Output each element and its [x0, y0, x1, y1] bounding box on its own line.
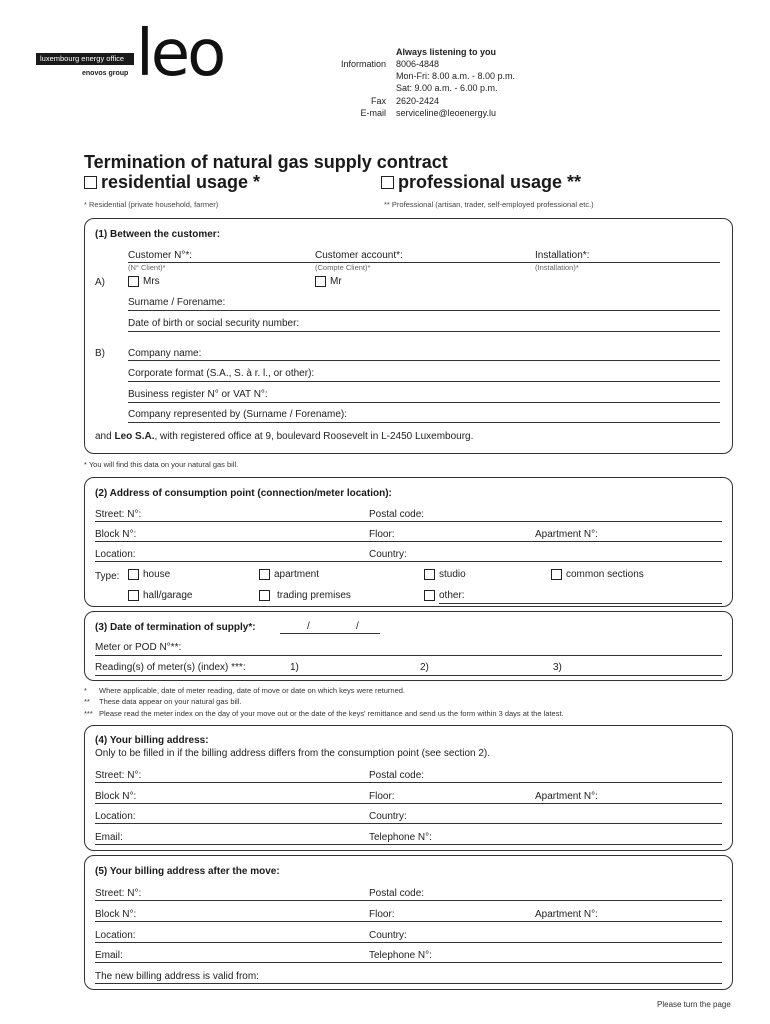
- customer-id-line[interactable]: [128, 262, 720, 263]
- surname-label: Surname / Forename:: [128, 297, 226, 308]
- other-label: other:: [439, 590, 465, 601]
- floor-label: Floor:: [369, 529, 395, 540]
- form-title: Termination of natural gas supply contract: [84, 152, 448, 172]
- option-b-label: B): [95, 348, 105, 359]
- billing-street-label: Street: N°:: [95, 770, 142, 781]
- new-email-label: Email:: [95, 950, 123, 961]
- corporate-format-label: Corporate format (S.A., S. à r. l., or other):: [128, 368, 315, 379]
- apartment-checkbox[interactable]: [259, 569, 270, 580]
- termination-date-field[interactable]: [280, 633, 380, 634]
- page-footer: Please turn the page: [657, 1000, 731, 1009]
- new-street-field[interactable]: [95, 900, 722, 901]
- section-1-title: (1) Between the customer:: [95, 229, 221, 240]
- brand-sub: enovos group: [82, 70, 129, 77]
- apartment-type-label: apartment: [274, 569, 320, 580]
- house-label: house: [143, 569, 171, 580]
- readings-field[interactable]: [95, 675, 722, 676]
- company-rep-label: Company represented by (Surname / Forename):: [128, 409, 347, 420]
- common-sections-label: common sections: [566, 569, 644, 580]
- email-label: E-mail: [360, 108, 386, 118]
- location-label: Location:: [95, 549, 136, 560]
- meter-label: Meter or POD N°**:: [95, 642, 182, 653]
- residential-option[interactable]: [84, 172, 260, 193]
- professional-option[interactable]: [381, 172, 581, 193]
- reading-3-label: 3): [553, 662, 562, 673]
- billing-telephone-label: Telephone N°:: [369, 832, 432, 843]
- installation-label: Installation*:: [535, 250, 590, 261]
- professional-note: ** Professional (artisan, trader, self-employed professional etc.): [384, 200, 594, 209]
- section-2-title: (2) Address of consumption point (connection/meter location):: [95, 488, 392, 499]
- reading-1-label: 1): [290, 662, 299, 673]
- studio-checkbox[interactable]: [424, 569, 435, 580]
- new-floor-label: Floor:: [369, 909, 395, 920]
- new-block-label: Block N°:: [95, 909, 137, 920]
- footnote-3c: Please read the meter index on the day of your move out or the date of the keys' remittance and send us the form within 3 days at the latest.: [99, 709, 564, 718]
- section-4-title: (4) Your billing address:: [95, 735, 209, 746]
- residential-note: * Residential (private household, farmer): [84, 200, 219, 209]
- corporate-format-field[interactable]: [128, 381, 720, 382]
- dob-field[interactable]: [128, 331, 720, 332]
- and-prefix: and: [95, 431, 115, 442]
- street-label: Street: N°:: [95, 509, 142, 520]
- residential-checkbox[interactable]: [84, 176, 97, 189]
- leo-sa-statement: [95, 431, 473, 442]
- trading-premises-checkbox[interactable]: [259, 590, 270, 601]
- footnote-3a-mark: *: [84, 686, 87, 695]
- professional-checkbox[interactable]: [381, 176, 394, 189]
- location-field[interactable]: [95, 561, 722, 562]
- contact-heading: Always listening to you: [396, 47, 497, 57]
- postal-label: Postal code:: [369, 509, 425, 520]
- billing-location-label: Location:: [95, 811, 136, 822]
- billing-country-label: Country:: [369, 811, 407, 822]
- billing-block-label: Block N°:: [95, 791, 137, 802]
- new-country-label: Country:: [369, 930, 407, 941]
- mr-label: Mr: [330, 276, 342, 287]
- footnote-3b-mark: **: [84, 697, 90, 706]
- residential-label: residential usage *: [101, 172, 261, 192]
- street-field[interactable]: [95, 521, 722, 522]
- mrs-checkbox[interactable]: [128, 276, 139, 287]
- billing-email-label: Email:: [95, 832, 123, 843]
- billing-email-field[interactable]: [95, 844, 722, 845]
- footnote-3a: Where applicable, date of meter reading, date of move or date on which keys were returned.: [99, 686, 406, 695]
- new-postal-label: Postal code:: [369, 888, 425, 899]
- installation-sub: (Installation)*: [535, 263, 579, 272]
- billing-apartment-label: Apartment N°:: [535, 791, 598, 802]
- section-4-subtitle: Only to be filled in if the billing address differs from the consumption point (see section 2).: [95, 748, 491, 759]
- dob-label: Date of birth or social security number:: [128, 318, 300, 329]
- valid-from-field[interactable]: [95, 983, 722, 984]
- billing-postal-label: Postal code:: [369, 770, 425, 781]
- information-line-2: Mon-Fri: 8.00 a.m. - 8.00 p.m.: [396, 71, 516, 81]
- new-email-field[interactable]: [95, 962, 722, 963]
- type-label: Type:: [95, 571, 120, 582]
- new-apartment-label: Apartment N°:: [535, 909, 598, 920]
- new-telephone-label: Telephone N°:: [369, 950, 432, 961]
- billing-block-field[interactable]: [95, 803, 722, 804]
- country-label: Country:: [369, 549, 407, 560]
- business-register-label: Business register N° or VAT N°:: [128, 389, 268, 400]
- billing-street-field[interactable]: [95, 782, 722, 783]
- valid-from-label: The new billing address is valid from:: [95, 971, 259, 982]
- company-rep-field[interactable]: [128, 422, 720, 423]
- date-slash-1: /: [307, 621, 310, 632]
- fax-label: Fax: [370, 96, 386, 106]
- trading-premises-label: trading premises: [277, 590, 351, 601]
- customer-no-label: Customer N°*:: [128, 250, 193, 261]
- mrs-label: Mrs: [143, 276, 160, 287]
- new-location-label: Location:: [95, 930, 136, 941]
- email-value[interactable]: serviceline@leoenergy.lu: [396, 108, 497, 118]
- readings-label: Reading(s) of meter(s) (index) ***:: [95, 662, 246, 673]
- block-field[interactable]: [95, 541, 722, 542]
- customer-no-sub: (N° Client)*: [128, 263, 166, 272]
- meter-field[interactable]: [95, 655, 722, 656]
- leo-sa: Leo S.A.: [114, 431, 155, 442]
- company-name-label: Company name:: [128, 348, 202, 359]
- option-a-label: A): [95, 277, 105, 288]
- hall-garage-label: hall/garage: [143, 590, 193, 601]
- reading-2-label: 2): [420, 662, 429, 673]
- and-suffix: , with registered office at 9, boulevard Roosevelt in L-2450 Luxembourg.: [154, 431, 474, 442]
- mr-checkbox[interactable]: [315, 276, 326, 287]
- block-label: Block N°:: [95, 529, 137, 540]
- brand-bar: luxembourg energy office: [36, 53, 134, 65]
- customer-account-sub: (Compte Client)*: [315, 263, 371, 272]
- house-checkbox[interactable]: [128, 569, 139, 580]
- information-line-1: 8006-4848: [396, 59, 440, 69]
- professional-label: professional usage **: [398, 172, 582, 192]
- footnote-1: * You will find this data on your natural gas bill.: [84, 460, 239, 469]
- apartment-label: Apartment N°:: [535, 529, 598, 540]
- brand-logo: leo: [136, 17, 224, 91]
- new-street-label: Street: N°:: [95, 888, 142, 899]
- fax-value: 2620-2424: [396, 96, 440, 106]
- billing-location-field[interactable]: [95, 823, 722, 824]
- customer-account-label: Customer account*:: [315, 250, 403, 261]
- studio-label: studio: [439, 569, 466, 580]
- section-3-title: (3) Date of termination of supply*:: [95, 622, 256, 633]
- surname-field[interactable]: [128, 310, 720, 311]
- footnote-3b: These data appear on your natural gas bill.: [99, 697, 242, 706]
- company-name-field[interactable]: [128, 360, 720, 361]
- hall-garage-checkbox[interactable]: [128, 590, 139, 601]
- new-block-field[interactable]: [95, 921, 722, 922]
- new-location-field[interactable]: [95, 942, 722, 943]
- information-label: Information: [340, 59, 386, 69]
- other-field[interactable]: [439, 603, 722, 604]
- information-line-3: Sat: 9.00 a.m. - 6.00 p.m.: [396, 83, 498, 93]
- billing-floor-label: Floor:: [369, 791, 395, 802]
- other-checkbox[interactable]: [424, 590, 435, 601]
- common-sections-checkbox[interactable]: [551, 569, 562, 580]
- footnote-3c-mark: ***: [84, 709, 93, 718]
- business-register-field[interactable]: [128, 402, 720, 403]
- section-5-title: (5) Your billing address after the move:: [95, 866, 280, 877]
- date-slash-2: /: [356, 621, 359, 632]
